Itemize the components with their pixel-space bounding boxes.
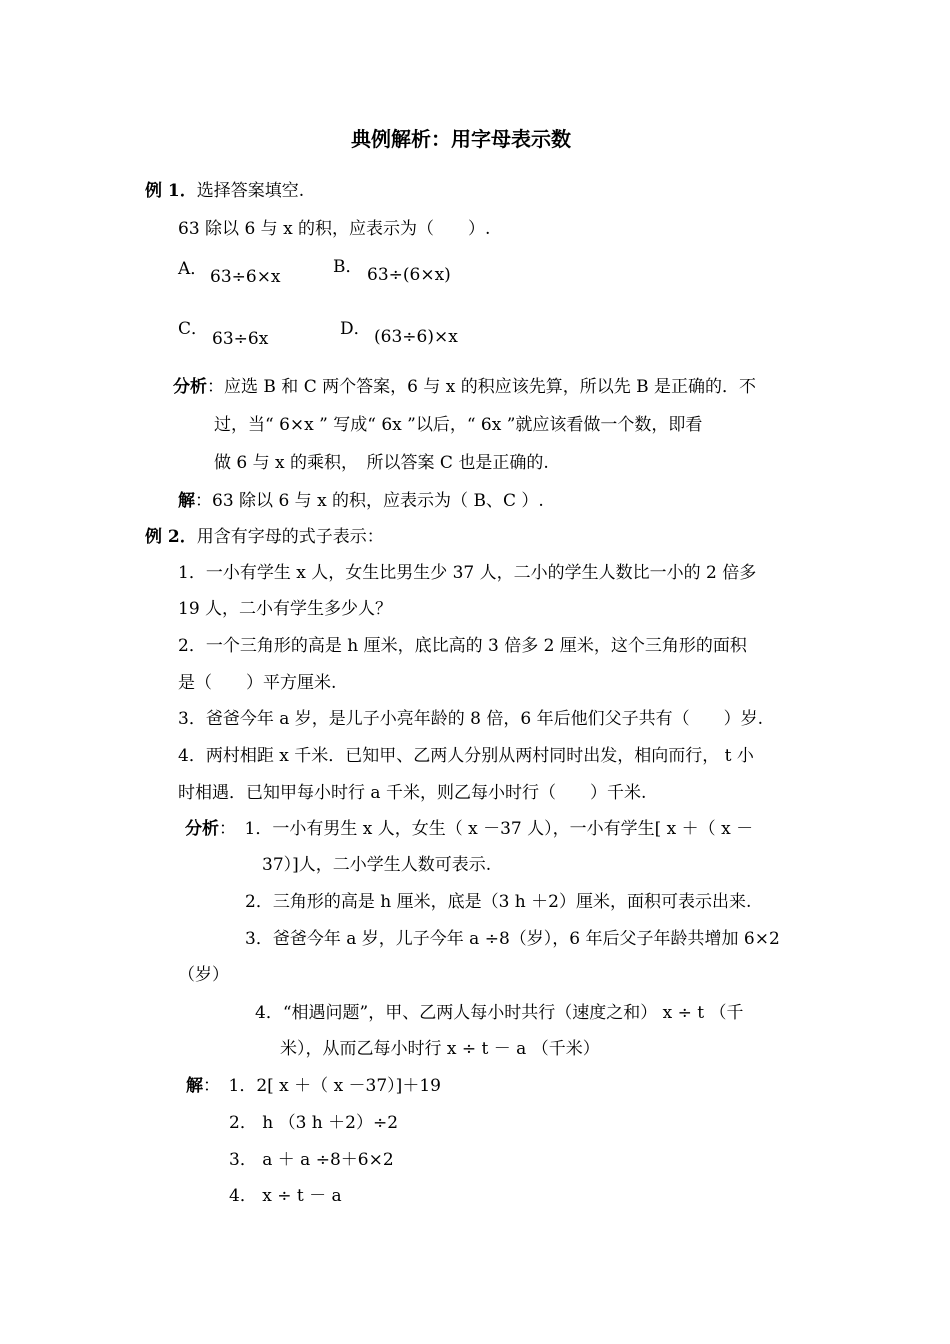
example-2-analysis-text-1: ： 1．一小有男生 x 人，女生（ x －37 人），一小有学生[ x ＋（ x － [219, 819, 754, 839]
example-2-q3: 3．爸爸今年 a 岁，是儿子小亮年龄的 8 倍，6 年后他们父子共有（ ）岁. [178, 709, 764, 729]
example-2-label: 例 2． [145, 527, 197, 547]
example-1-solution-text: ：63 除以 6 与 x 的积，应表示为（ B、C ）. [195, 491, 544, 511]
option-b-label: B． [333, 257, 363, 277]
example-1-intro: 选择答案填空. [196, 181, 305, 201]
option-c [178, 318, 208, 340]
option-a-expr: 63÷6×x [210, 267, 281, 287]
example-2-analysis-label: 分析 [185, 819, 219, 839]
option-c-expr: 63÷6x [212, 329, 269, 349]
option-a [178, 258, 207, 280]
example-2-solution-label: 解 [186, 1076, 203, 1096]
example-2-analysis-line-1 [185, 818, 753, 840]
example-1-analysis-line-2: 过，当“ 6×x ” 写成“ 6x ”以后，“ 6x ”就应该看做一个数，即看 [214, 415, 703, 435]
example-1-label: 例 1． [145, 181, 197, 201]
example-1-analysis-text-1: ：应选 B 和 C 两个答案，6 与 x 的积应该先算，所以先 B 是正确的．不 [207, 377, 757, 397]
option-b [333, 256, 363, 278]
example-2-solution-text-1: ： 1．2[ x ＋（ x －37）]＋19 [203, 1076, 441, 1096]
example-2-analysis-item-4-line-1: 4．“相遇问题”，甲、乙两人每小时共行（速度之和） x ÷ t （千 [255, 1003, 744, 1023]
example-1-analysis-line-1 [173, 376, 756, 398]
example-2-q2-line-2: 是（ ）平方厘米. [178, 673, 337, 693]
example-1-analysis-label: 分析 [173, 377, 207, 397]
example-1-analysis-line-3: 做 6 与 x 的乘积， 所以答案 C 也是正确的. [214, 453, 549, 473]
option-a-label: A． [178, 259, 208, 279]
example-2-analysis-item-2: 2．三角形的高是 h 厘米，底是（3 h ＋2）厘米，面积可表示出来. [245, 892, 752, 912]
example-2-analysis-item-3-line-1: 3．爸爸今年 a 岁，儿子今年 a ÷8（岁），6 年后父子年龄共增加 6×2 [245, 929, 780, 949]
option-d [340, 318, 371, 340]
example-2-q4-line-2: 时相遇．已知甲每小时行 a 千米，则乙每小时行（ ）千米. [178, 783, 647, 803]
page-title: 典例解析：用字母表示数 [351, 127, 571, 151]
example-2-analysis-item-3-line-2: （岁） [178, 965, 229, 985]
example-2-intro: 用含有字母的式子表示： [196, 527, 384, 547]
example-2-analysis-line-2: 37）]人，二小学生人数可表示. [262, 855, 492, 875]
example-2-solution-line-1 [186, 1075, 441, 1097]
example-2-analysis-item-4-line-2: 米），从而乙每小时行 x ÷ t － a （千米） [280, 1039, 600, 1059]
example-2-solution-line-2: 2． h （3 h ＋2）÷2 [229, 1113, 399, 1133]
example-2-solution-line-3: 3． a ＋ a ÷8＋6×2 [229, 1150, 394, 1170]
example-2-solution-line-4: 4． x ÷ t － a [229, 1186, 342, 1206]
option-b-expr: 63÷(6×x) [367, 265, 451, 285]
option-d-label: D． [340, 319, 371, 339]
option-d-expr: (63÷6)×x [374, 327, 458, 347]
example-2-q1-line-2: 19 人，二小有学生多少人？ [178, 599, 393, 619]
option-c-label: C． [178, 319, 209, 339]
example-2-q4-line-1: 4．两村相距 x 千米．已知甲、乙两人分别从两村同时出发，相向而行， t 小 [178, 746, 754, 766]
example-2-q1-line-1: 1．一小有学生 x 人，女生比男生少 37 人，二小的学生人数比一小的 2 倍多 [178, 563, 757, 583]
example-1-header [145, 180, 304, 202]
example-2-q2-line-1: 2．一个三角形的高是 h 厘米，底比高的 3 倍多 2 厘米，这个三角形的面积 [178, 636, 747, 656]
example-1-question: 63 除以 6 与 x 的积，应表示为（ ）. [178, 219, 491, 239]
example-1-solution [178, 490, 544, 512]
example-2-header [145, 526, 384, 548]
example-1-solution-label: 解 [178, 491, 195, 511]
